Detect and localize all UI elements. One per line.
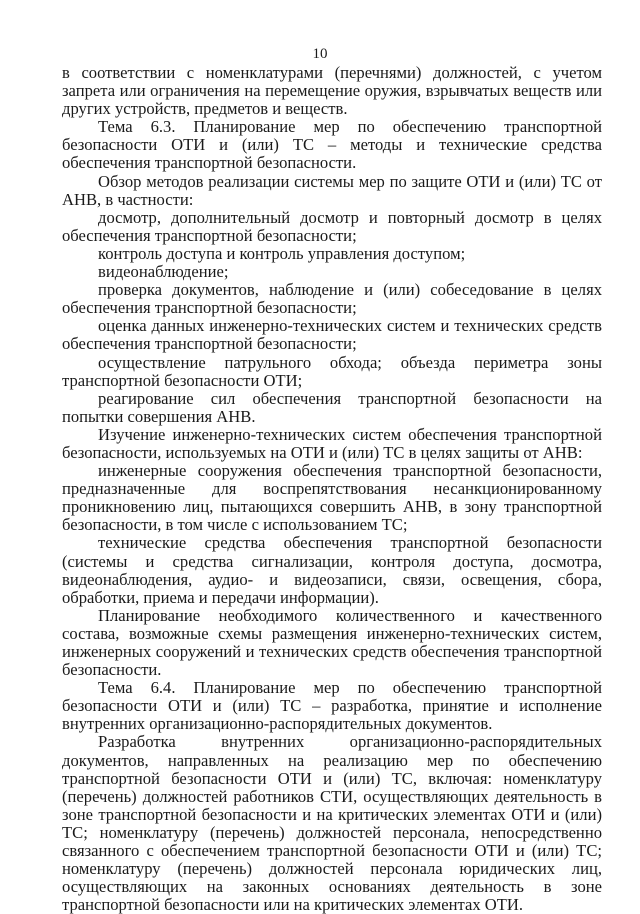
page-number: 10	[312, 46, 328, 62]
paragraph: Планирование необходимого количественного и качественного состава, возможные схемы размещения инженерно-технических систем, инженерных сооружений и технических средств обеспечения транспортной безопасности.	[62, 605, 602, 680]
topic-heading-6-4: Тема 6.4. Планирование мер по обеспечению транспортной безопасности ОТИ и (или) ТС – разработка, принятие и исполнение внутренних организационно-распорядительных документов.	[62, 678, 602, 734]
list-item: оценка данных инженерно-технических систем и технических средств обеспечения транспортной безопасности;	[62, 316, 602, 354]
list-item: контроль доступа и контроль управления доступом;	[98, 243, 466, 263]
paragraph: в соответствии с номенклатурами (перечнями) должностей, с учетом запрета или ограничения на перемещение оружия, взрывчатых веществ или других устройств, предметов и веществ.	[62, 63, 602, 119]
paragraph: Изучение инженерно-технических систем обеспечения транспортной безопасности, используемых на ОТИ и (или) ТС в целях защиты от АНВ:	[62, 424, 602, 462]
list-item: видеонаблюдение;	[98, 262, 229, 282]
list-item: досмотр, дополнительный досмотр и повторный досмотр в целях обеспечения транспортной безопасности;	[62, 207, 602, 245]
paragraph: Обзор методов реализации системы мер по защите ОТИ и (или) ТС от АНВ, в частности:	[62, 171, 602, 209]
topic-heading-6-3: Тема 6.3. Планирование мер по обеспечению транспортной безопасности ОТИ и (или) ТС – методы и технические средства обеспечения транспортной безопасности.	[62, 117, 602, 173]
list-item: проверка документов, наблюдение и (или) собеседование в целях обеспечения транспортной безопасности;	[62, 280, 602, 318]
list-item: реагирование сил обеспечения транспортной безопасности на попытки совершения АНВ.	[62, 388, 602, 426]
paragraph: Разработка внутренних организационно-распорядительных документов, направленных на реализацию мер по обеспечению транспортной безопасности ОТИ и (или) ТС, включая: номенклатуру (перечень) должностей работников СТИ, осуществляющих деятельность в зоне транспортной безопасности и на критических элементах ОТИ и (или) ТС; номенклатуру (перечень) должностей персонала, непосредственно связанного с обеспечением транспортной безопасности ОТИ и (или) ТС; номенклатуру (перечень) должностей персонала юридических лиц, осуществляющих на законных основаниях деятельность в зоне транспортной безопасности или на критических элементах ОТИ.	[62, 732, 602, 914]
list-item: инженерные сооружения обеспечения транспортной безопасности, предназначенные для воспрепятствования несанкционированному проникновению лиц, пытающихся совершить АНВ, в зону транспортной безопасности, в том числе с использованием ТС;	[62, 461, 602, 535]
list-item: технические средства обеспечения транспортной безопасности (системы и средства сигнализации, контроля доступа, досмотра, видеонаблюдения, аудио- и видеозаписи, связи, освещения, сбора, обработки, приема и передачи информации).	[62, 533, 602, 607]
list-item: осуществление патрульного обхода; объезда периметра зоны транспортной безопасности ОТИ;	[62, 352, 602, 390]
document-body	[62, 64, 602, 914]
